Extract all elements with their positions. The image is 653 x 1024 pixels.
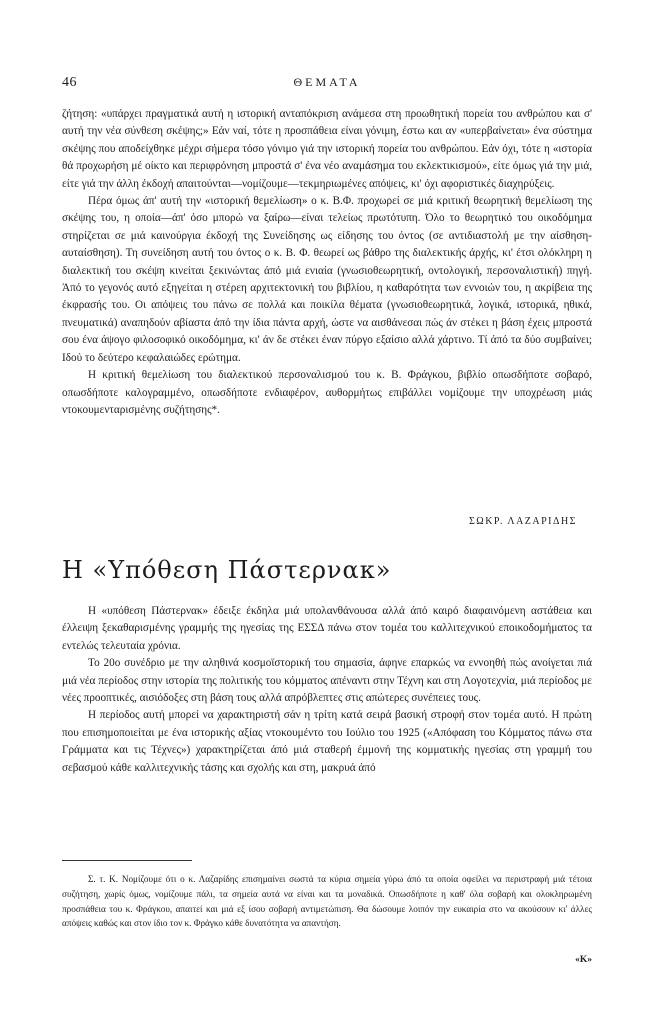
running-header	[62, 75, 592, 93]
footnote-divider	[62, 860, 192, 861]
body-paragraph: Η περίοδος αυτή μπορεί να χαρακτηριστή σάν η τρίτη κατά σειρά βασική στροφή στον τομέα αυτό. Η πρώτη που επισημοποιείται με ένα ιστορικής αξίας ντοκουμέντο του Ιούλιο του 1925 («Απόφαση του Κόμματος πάνω στα Γράμματα και τις Τέχνες») χαρακτηρίζεται άπό μιά σταθερή έμμονή της κομματικής ηγεσίας στη γραμμή του σεβασμού κάθε καλλιτεχνικής τάσης και σχολής και στη, μακρυά άπό	[62, 709, 592, 774]
body-paragraph: Το 20ο συνέδριο με την αληθινά κοσμοϊστορική του σημασία, άφηνε επαρκώς να εννοηθή πώς ανοίγεται πιά μιά νέα περίοδος στην ιστορία της πολιτικής του κόμματος απέναντι στην Τέχνη και στη Λογοτεχνία, μιά περίοδος με νέες προοπτικές, αισιόδοξες στη βάση τους αλλά απρόβλεπτες στις απώτερες συνέπειες τους.	[62, 657, 592, 705]
article-review-body	[62, 106, 592, 419]
footnote	[62, 872, 592, 931]
body-paragraph: ζήτηση: «υπάρχει πραγματικά αυτή η ιστορική ανταπόκριση ανάμεσα στη προωθητική πορεία του ανθρώπου και σ' αυτή την νέα σύνθεση σκέψης;» Εάν ναί, τότε η προσπάθεια είναι γόνιμη, έστω και αν «υπερβαίνεται» ένα σύστημα σκέψης που αποδείχθηκε μέχρι σήμερα τόσο γόνιμο γιά την ιστορική πορεία του ανθρώπου. Εάν όχι, τότε η «ιστορία θά προχωρήση μέ οίκτο και περιφρόνηση μπροστά σ' ένα νέο αναμάσημα του εκλεκτικισμού», είτε όμως γιά την μιά, είτε γιά την άλλη έκδοχή απαιτούνται—νομίζουμε—τεκμηριωμένες απόψεις, κι' όχι αφοριστικές διαχηρύξεις.	[62, 108, 592, 190]
footnote-text: Σ. τ. Κ. Νομίζουμε ότι ο κ. Λαζαρίδης επισημαίνει σωστά τα κύρια σημεία γύρω άπό τα οποία οφείλει να περιστραφή μιά τέτοια συζήτηση, χωρίς όμως, νομίζουμε πάλι, τα σημεία αυτά να είναι και τα μοναδικά. Οπωσδήποτε η καθ' όλα σοβαρή και ολοκληρωμένη προσπάθεια του κ. Φράγκου, απαιτεί και μιά εξ ίσου σοβαρή αντιμετώπιση. Θα δώσουμε λοιπόν την ευκαιρία στο να ακούσουν κι' άλλες απόψεις καθώς και στον ίδιο τον κ. Φράγκο κάθε δυνατότητα να απαντήση.	[62, 874, 592, 929]
page-number: 46	[62, 75, 77, 90]
footnote-signature: «Κ»	[575, 955, 592, 965]
article-pasternak-body	[62, 603, 592, 777]
body-paragraph: Πέρα όμως άπ' αυτή την «ιστορική θεμελίωση» ο κ. Β.Φ. προχωρεί σε μιά κριτική θεωρητική θεμελίωση της σκέψης του, η οποία—άπ' όσο μπορώ να ξαίρω—είναι τελείως πρωτότυπη. Όλο το θεωρητικό του οικοδόμημα στηρίζεται σε μιά καινούργια έκδοχή της Συνείδησης ως είδησης του όντος (σε αντιδιαστολή με την αίσθηση-αυταίσθηση). Τη συνείδηση αυτή του όντος ο κ. Β. Φ. θεωρεί ως βάθρο της διαλεκτικής άρχής, κι' έτσι ολόκληρη η διαλεκτική του σκέψη κινείται ξεκινώντας άπό μιά ενιαία (γνωσιοθεωρητική, οντολογική, περσοναλιστική) πηγή. Άπό το γεγονός αυτό εξηγείται η στέρεη αρχιτεκτονική του βιβλίου, η καθαρότητα των εννοιών του, η ακρίβεια της έκφρασής του. Οι απόψεις του πάνω σε πολλά και ποικίλα θέματα (γνωσιοθεωρητικά, λογικά, ιστορικά, ηθικά, πνευματικά) αναπηδούν αβίαστα άπό την ίδια πάντα αρχή, ώστε να αισθάνεσαι πώς άν στέκει η βάση έχεις μπροστά σου ένα άψογο φιλοσοφικό οικοδόμημα, κι' άν δε στέκει έναν πύργο εξαίσιο αλλά χάρτινο. Τί άπό τα δύο συμβαίνει; Ιδού το δεύτερο κεφαλαιώδες ερώτημα.	[62, 195, 592, 364]
body-paragraph: Η «υπόθεση Πάστερνακ» έδειξε έκδηλα μιά υπολανθάνουσα αλλά άπό καιρό διαφαινόμενη αστάθεια και έλλειψη ξεκαθαρισμένης γραμμής της ηγεσίας της ΕΣΣΔ πάνω στον τομέα του καλλιτεχνικού εποικοδομήματος τα εντελώς τελευταία χρόνια.	[62, 605, 592, 652]
body-paragraph: Η κριτική θεμελίωση του διαλεκτικού περσοναλισμού του κ. Β. Φράγκου, βιβλίο οπωσδήποτε σοβαρό, οπωσδήποτε καλογραμμένο, οπωσδήποτε ενδιαφέρον, αυθορμήτως επιβάλλει νομίζουμε την υποχρέωση μιάς ντοκουμενταρισμένης συζήτησης*.	[62, 369, 592, 416]
journal-title: ΘΕΜΑΤΑ	[293, 75, 361, 89]
author-signature: ΣΩΚΡ. ΛΑΖΑΡΙΔΗΣ	[468, 516, 577, 527]
section-title: Η «Υπόθεση Πάστερνακ»	[62, 556, 392, 584]
